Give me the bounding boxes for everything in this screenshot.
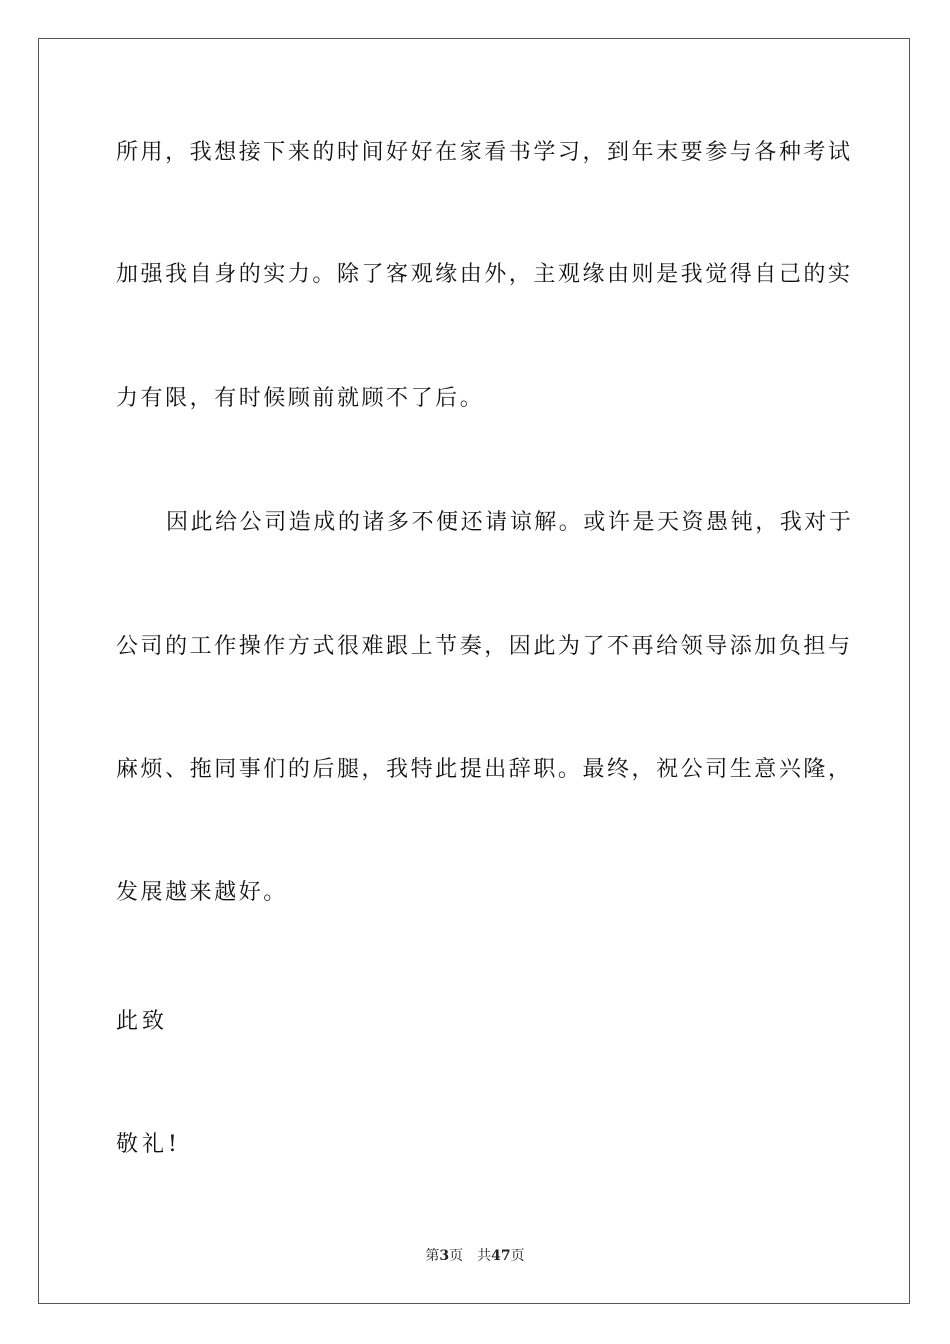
page-prefix: 第 bbox=[425, 1248, 440, 1264]
body-line-1: 所用，我想接下来的时间好好在家看书学习，到年末要参与各种考试 bbox=[116, 140, 853, 165]
total-suffix: 页 bbox=[510, 1248, 525, 1264]
body-line-3: 力有限，有时候顾前就顾不了后。 bbox=[116, 386, 485, 411]
closing-text: 此致 bbox=[116, 1009, 169, 1034]
page-number: 3 bbox=[439, 1248, 450, 1264]
body-line-5: 公司的工作操作方式很难跟上节奏，因此为了不再给领导添加负担与 bbox=[116, 634, 853, 659]
page-frame bbox=[38, 38, 910, 1304]
salutation-text: 敬礼! bbox=[116, 1132, 181, 1157]
body-line-4: 因此给公司造成的诸多不便还请谅解。或许是天资愚钝，我对于 bbox=[166, 510, 854, 535]
body-line-2: 加强我自身的实力。除了客观缘由外，主观缘由则是我觉得自己的实 bbox=[116, 262, 853, 287]
page-footer bbox=[0, 1246, 950, 1266]
body-line-7: 发展越来越好。 bbox=[116, 880, 288, 905]
total-prefix: 共 bbox=[477, 1248, 492, 1264]
page-suffix: 页 bbox=[449, 1248, 464, 1264]
total-pages: 47 bbox=[491, 1248, 511, 1264]
body-line-6: 麻烦、拖同事们的后腿，我特此提出辞职。最终，祝公司生意兴隆， bbox=[116, 757, 853, 782]
